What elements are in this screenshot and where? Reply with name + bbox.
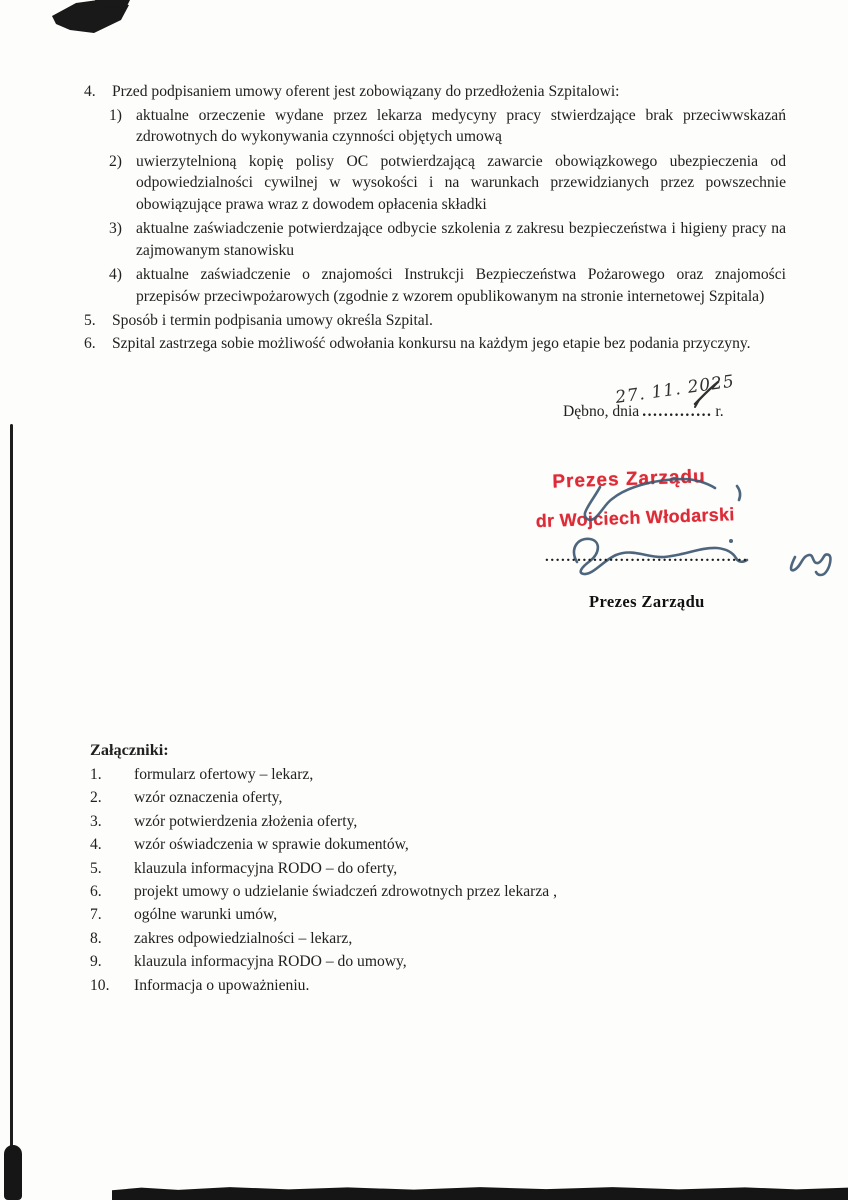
item-text: wzór oświadczenia w sprawie dokumentów,: [134, 836, 409, 854]
attachment-item: [90, 974, 710, 997]
attachments-section: [90, 740, 710, 997]
item-text: klauzula informacyjna RODO – do umowy,: [134, 953, 407, 971]
item-number: 3): [109, 220, 122, 237]
item-number: 4.: [90, 836, 102, 854]
subitem-1: [109, 105, 786, 148]
attachment-item: [90, 786, 710, 809]
item-text: Szpital zastrzega sobie możliwość odwołania konkursu na każdym jego etapie bez podania przyczyny.: [112, 334, 751, 352]
contract-item-5: [84, 310, 786, 332]
attachment-item: [90, 927, 710, 950]
attachment-item: [90, 857, 710, 880]
attachment-item: [90, 903, 710, 926]
item-text: uwierzytelnioną kopię polisy OC potwierdzającą zawarcie obowiązkowego ubezpieczenia od odpowiedzialności cywilnej w wysokości i na warunkach przewidzianych przez powszechnie obowiązujące prawa wraz z dowodem opłacenia składki: [136, 152, 786, 213]
date-line: [563, 403, 724, 421]
item-text: Informacja o upoważnieniu.: [134, 976, 310, 994]
contract-item-4-sublist: [109, 105, 786, 308]
item-number: 6.: [84, 334, 96, 352]
date-suffix: r.: [715, 403, 724, 420]
attachments-heading: Załączniki:: [90, 740, 169, 759]
stamp: [534, 464, 776, 532]
item-number: 6.: [90, 883, 102, 901]
item-number: 5.: [90, 859, 102, 877]
item-number: 9.: [90, 953, 102, 971]
attachment-item: [90, 833, 710, 856]
item-text: zakres odpowiedzialności – lekarz,: [134, 929, 353, 947]
subitem-4: [109, 264, 786, 307]
contract-clauses: [84, 81, 786, 354]
handwritten-date: 27. 11. 2025: [614, 371, 736, 408]
signature-role-label: Prezes Zarządu: [589, 592, 705, 611]
item-text: Przed podpisaniem umowy oferent jest zobowiązany do przedłożenia Szpitalowi:: [112, 83, 620, 100]
date-dotted-line: .............: [642, 403, 713, 420]
contract-item-6: [84, 333, 786, 355]
item-number: 10.: [90, 976, 110, 994]
scan-artifact-top-left: [0, 0, 150, 44]
item-number: 7.: [90, 906, 102, 924]
item-text: wzór potwierdzenia złożenia oferty,: [134, 812, 358, 830]
item-number: 3.: [90, 812, 102, 830]
item-text: wzór oznaczenia oferty,: [134, 789, 283, 807]
item-number: 1): [109, 106, 122, 124]
date-prefix: Dębno, dnia: [563, 403, 640, 420]
item-text: projekt umowy o udzielanie świadczeń zdrowotnych przez lekarza ,: [134, 883, 558, 901]
signature-dotted-line: ......................................: [545, 549, 749, 565]
subitem-2: [109, 151, 786, 216]
item-text: aktualne zaświadczenie potwierdzające odbycie szkolenia z zakresu bezpieczeństwa i higieny pracy na zajmowanym stanowisku: [136, 220, 786, 259]
item-number: 8.: [90, 929, 102, 947]
item-text: aktualne zaświadczenie o znajomości Instrukcji Bezpieczeństwa Pożarowego oraz znajomości przepisów przeciwpożarowych (zgodnie z wzorem opublikowanym na stronie internetowej Szpitala): [136, 266, 786, 305]
contract-item-4: [84, 81, 786, 103]
item-number: 1.: [90, 766, 102, 783]
item-number: 4): [109, 266, 122, 283]
item-text: formularz ofertowy – lekarz,: [134, 766, 314, 783]
scan-artifact-bottom-left: [4, 1145, 22, 1200]
attachment-item: [90, 810, 710, 833]
subitem-3: [109, 218, 786, 261]
attachment-item: [90, 950, 710, 973]
attachment-item: [90, 880, 710, 903]
stamp-person-name: dr Wojciech Włodarski: [535, 504, 735, 532]
item-number: 4.: [84, 83, 96, 100]
item-text: Sposób i termin podpisania umowy określa Szpital.: [112, 312, 433, 329]
scan-artifact-left-edge: [10, 424, 13, 1200]
stamp-title: Prezes Zarządu: [552, 466, 707, 493]
attachment-item: [90, 763, 710, 786]
scan-artifact-bottom-edge: [112, 1186, 848, 1200]
item-text: ogólne warunki umów,: [134, 906, 278, 924]
item-text: klauzula informacyjna RODO – do oferty,: [134, 859, 398, 877]
item-number: 2): [109, 152, 122, 170]
item-number: 2.: [90, 789, 102, 807]
item-number: 5.: [84, 312, 96, 329]
item-text: aktualne orzeczenie wydane przez lekarza medycyny pracy stwierdzające brak przeciwwskazań zdrowotnych do wykonywania czynności objętych umową: [136, 106, 786, 145]
